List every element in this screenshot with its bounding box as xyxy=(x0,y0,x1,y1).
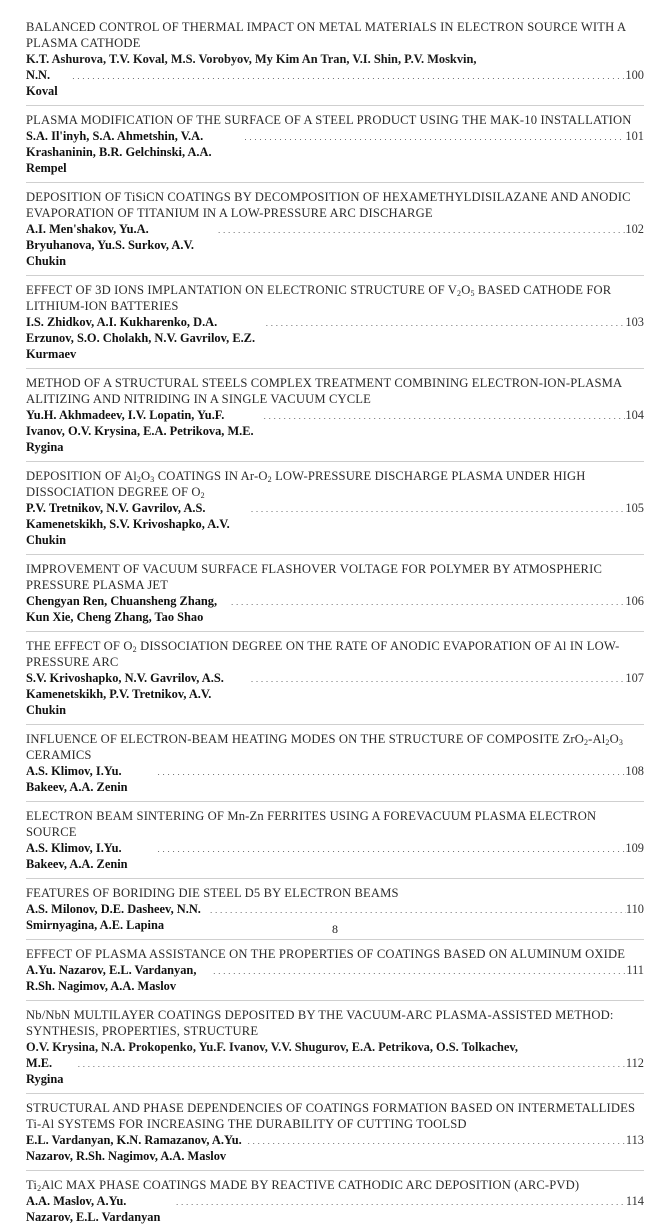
entry-authors-line xyxy=(26,593,644,625)
entry-page-number[interactable]: 103 xyxy=(625,315,644,329)
toc-entry[interactable] xyxy=(26,1170,644,1225)
entry-title: $Ti_2AlC$ MAX PHASE COATINGS MADE BY REACTIVE CATHODIC ARC DEPOSITION (ARC-PVD) xyxy=(26,1178,580,1193)
toc-entry[interactable] xyxy=(26,1093,644,1164)
toc-entry[interactable] xyxy=(26,631,644,718)
dot-leader xyxy=(248,1134,626,1150)
entry-authors: S.A. Il'inyh, S.A. Ahmetshin, V.A. Krashaninin, B.R. Gelchinski, A.A. Rempel xyxy=(26,129,212,175)
dot-leader xyxy=(244,130,625,146)
entry-authors: S.V. Krivoshapko, N.V. Gavrilov, A.S. Kamenetskikh, P.V. Tretnikov, A.V. Chukin xyxy=(26,671,224,717)
entry-authors: A.S. Klimov, I.Yu. Bakeev, A.A. Zenin xyxy=(26,841,128,871)
entry-authors-line xyxy=(26,1193,644,1225)
entry-authors-line xyxy=(26,1132,644,1164)
entry-title: INFLUENCE OF ELECTRON-BEAM HEATING MODES ON THE STRUCTURE OF COMPOSITE $ZrO_2-Al_2O_3$ CERAMICS xyxy=(26,732,623,762)
dot-leader xyxy=(264,409,626,425)
toc-entry[interactable] xyxy=(26,939,644,994)
entry-authors: A.S. Klimov, I.Yu. Bakeev, A.A. Zenin xyxy=(26,764,128,794)
toc-entry[interactable] xyxy=(26,182,644,269)
dot-leader xyxy=(210,903,626,919)
toc-entry[interactable] xyxy=(26,368,644,455)
entry-authors-line xyxy=(26,67,644,99)
dot-leader xyxy=(158,842,626,858)
entry-page-number[interactable]: 110 xyxy=(625,902,644,916)
entry-title: IMPROVEMENT OF VACUUM SURFACE FLASHOVER VOLTAGE FOR POLYMER BY ATMOSPHERIC PRESSURE PLASMA JET xyxy=(26,562,602,592)
entry-page-number[interactable]: 109 xyxy=(625,841,644,855)
entry-authors-line xyxy=(26,128,644,176)
dot-leader xyxy=(176,1195,626,1211)
toc-entry[interactable] xyxy=(26,19,644,99)
entry-title: BALANCED CONTROL OF THERMAL IMPACT ON METAL MATERIALS IN ELECTRON SOURCE WITH A PLASMA CATHODE xyxy=(26,20,626,50)
dot-leader xyxy=(251,502,625,518)
entry-authors-first-line: O.V. Krysina, N.A. Prokopenko, Yu.F. Ivanov, V.V. Shugurov, E.A. Petrikova, O.S. Tolkachev, xyxy=(26,1040,518,1054)
entry-page-number[interactable]: 108 xyxy=(625,764,644,778)
toc-entry[interactable] xyxy=(26,554,644,625)
entry-title: ELECTRON BEAM SINTERING OF Mn-Zn FERRITES USING A FOREVACUUM PLASMA ELECTRON SOURCE xyxy=(26,809,597,839)
entry-authors: Yu.H. Akhmadeev, I.V. Lopatin, Yu.F. Ivanov, O.V. Krysina, E.A. Petrikova, M.E. Rygina xyxy=(26,408,254,454)
entry-page-number[interactable]: 107 xyxy=(625,671,644,685)
entry-page-number[interactable]: 104 xyxy=(625,408,644,422)
dot-leader xyxy=(78,1057,626,1073)
toc-entry[interactable] xyxy=(26,1000,644,1087)
page-number: 8 xyxy=(332,922,338,936)
entry-authors-line xyxy=(26,1055,644,1087)
dot-leader xyxy=(213,964,626,980)
entry-title: THE EFFECT OF $O_2$ DISSOCIATION DEGREE ON THE RATE OF ANODIC EVAPORATION OF Al IN LOW-PRESSURE ARC xyxy=(26,639,620,669)
toc-entry[interactable] xyxy=(26,801,644,872)
entry-title: Nb/NbN MULTILAYER COATINGS DEPOSITED BY THE VACUUM-ARC PLASMA-ASSISTED METHOD: SYNTHESIS, PROPERTIES, STRUCTURE xyxy=(26,1008,614,1038)
entry-page-number[interactable]: 111 xyxy=(626,963,644,977)
entry-authors: P.V. Tretnikov, N.V. Gavrilov, A.S. Kamenetskikh, S.V. Krivoshapko, A.V. Chukin xyxy=(26,501,230,547)
entry-title: EFFECT OF 3D IONS IMPLANTATION ON ELECTRONIC STRUCTURE OF $V_2O_5$ BASED CATHODE FOR LITHIUM-ION BATTERIES xyxy=(26,283,612,313)
table-of-contents xyxy=(26,19,644,1225)
entry-title: METHOD OF A STRUCTURAL STEELS COMPLEX TREATMENT COMBINING ELECTRON-ION-PLASMA ALITIZING AND NITRIDING IN A SINGLE VACUUM CYCLE xyxy=(26,376,622,406)
toc-entry[interactable] xyxy=(26,461,644,548)
entry-title: PLASMA MODIFICATION OF THE SURFACE OF A STEEL PRODUCT USING THE MAK-10 INSTALLATION xyxy=(26,113,632,127)
dot-leader xyxy=(72,69,625,85)
entry-authors-line xyxy=(26,314,644,362)
entry-title: STRUCTURAL AND PHASE DEPENDENCIES OF COATINGS FORMATION BASED ON INTERMETALLIDES Ti-Al SYSTEMS FOR INCREASING THE DURABILITY OF CUTTING TOOLSD xyxy=(26,1101,636,1131)
dot-leader xyxy=(251,672,625,688)
entry-authors-line xyxy=(26,670,644,718)
dot-leader xyxy=(231,595,625,611)
entry-authors-first-line: K.T. Ashurova, T.V. Koval, M.S. Vorobyov, My Kim An Tran, V.I. Shin, P.V. Moskvin, xyxy=(26,52,477,66)
entry-authors-line xyxy=(26,221,644,269)
entry-authors: I.S. Zhidkov, A.I. Kukharenko, D.A. Erzunov, S.O. Cholakh, N.V. Gavrilov, E.Z. Kurmaev xyxy=(26,315,256,361)
dot-leader xyxy=(158,765,626,781)
entry-page-number[interactable]: 112 xyxy=(625,1056,644,1070)
entry-page-number[interactable]: 105 xyxy=(625,501,644,515)
entry-page-number[interactable]: 106 xyxy=(625,594,644,608)
entry-authors: Chengyan Ren, Chuansheng Zhang, Kun Xie, Cheng Zhang, Tao Shao xyxy=(26,594,218,624)
entry-title: EFFECT OF PLASMA ASSISTANCE ON THE PROPERTIES OF COATINGS BASED ON ALUMINUM OXIDE xyxy=(26,947,626,961)
entry-page-number[interactable]: 114 xyxy=(625,1194,644,1208)
entry-authors: M.E. Rygina xyxy=(26,1056,64,1086)
entry-authors-line xyxy=(26,407,644,455)
entry-title: DEPOSITION OF TiSiCN COATINGS BY DECOMPOSITION OF HEXAMETHYLDISILAZANE AND ANODIC EVAPORATION OF TITANIUM IN A LOW-PRESSURE ARC DISCHARGE xyxy=(26,190,631,220)
entry-page-number[interactable]: 102 xyxy=(625,222,644,236)
entry-page-number[interactable]: 113 xyxy=(625,1133,644,1147)
entry-authors-line xyxy=(26,840,644,872)
entry-page-number[interactable]: 101 xyxy=(625,129,644,143)
entry-authors: A.Yu. Nazarov, E.L. Vardanyan, R.Sh. Nagimov, A.A. Maslov xyxy=(26,963,197,993)
entry-title: FEATURES OF BORIDING DIE STEEL D5 BY ELECTRON BEAMS xyxy=(26,886,399,900)
entry-authors: A.S. Milonov, D.E. Dasheev, N.N. Smirnyagina, A.E. Lapina xyxy=(26,902,201,932)
entry-authors-line xyxy=(26,763,644,795)
dot-leader xyxy=(266,316,626,332)
toc-entry[interactable] xyxy=(26,724,644,795)
entry-authors: E.L. Vardanyan, K.N. Ramazanov, A.Yu. Nazarov, R.Sh. Nagimov, A.A. Maslov xyxy=(26,1133,242,1163)
entry-authors: A.I. Men'shakov, Yu.A. Bryuhanova, Yu.S. Surkov, A.V. Chukin xyxy=(26,222,194,268)
entry-authors-line xyxy=(26,962,644,994)
toc-entry[interactable] xyxy=(26,105,644,176)
entry-authors: N.N. Koval xyxy=(26,68,58,98)
entry-title: DEPOSITION OF $Al_2O_3$ COATINGS IN $Ar-O_2$ LOW-PRESSURE DISCHARGE PLASMA UNDER HIGH DISSOCIATION DEGREE OF $O_2$ xyxy=(26,469,586,500)
entry-authors-line xyxy=(26,500,644,548)
toc-entry[interactable] xyxy=(26,275,644,362)
dot-leader xyxy=(218,223,625,239)
entry-authors: A.A. Maslov, A.Yu. Nazarov, E.L. Vardanyan xyxy=(26,1194,161,1224)
entry-page-number[interactable]: 100 xyxy=(625,68,644,82)
